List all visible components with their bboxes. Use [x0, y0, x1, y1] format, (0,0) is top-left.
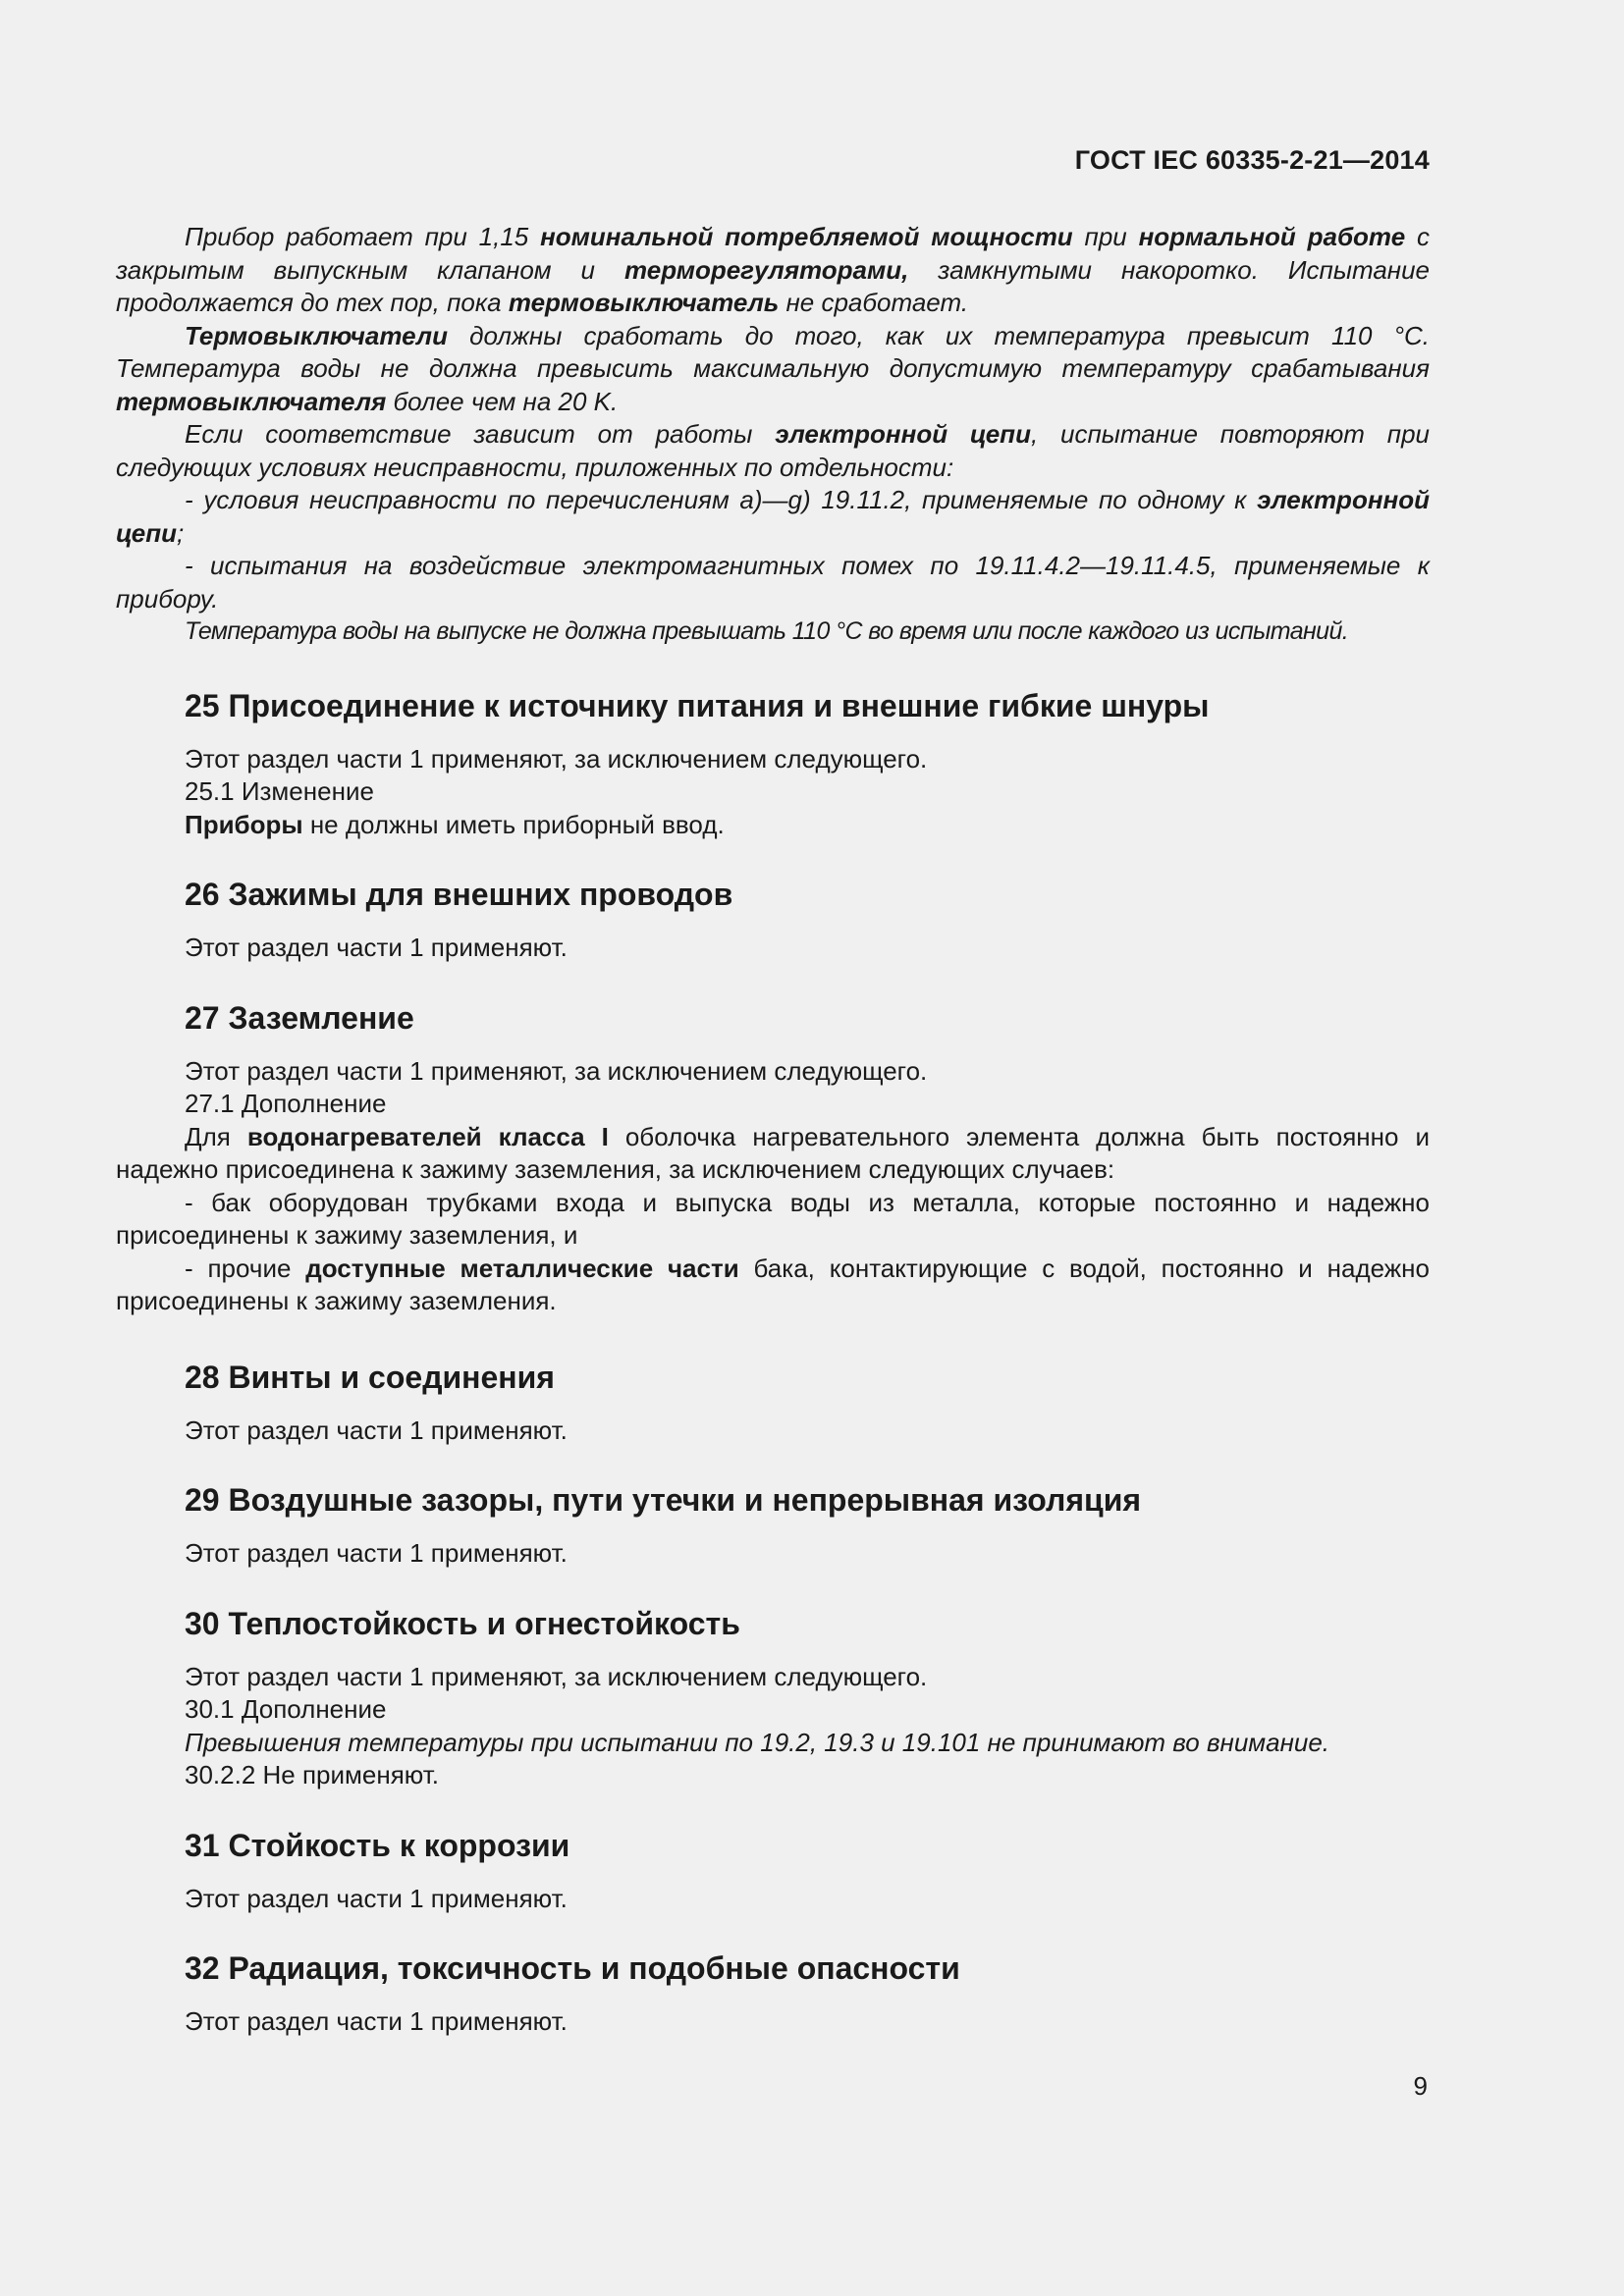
list-item: - бак оборудован трубками входа и выпуска воды из металла, которые постоянно и надежно присоединены к зажиму заземления, и	[116, 1187, 1430, 1250]
intro-section	[116, 221, 1430, 649]
bold-term: доступные металлические части	[305, 1253, 739, 1283]
clause-number: 30.1 Дополнение	[185, 1694, 387, 1724]
section-text: Этот раздел части 1 применяют, за исключением следующего.	[185, 1055, 928, 1086]
bold-term: электронной цепи	[775, 419, 1031, 449]
list-item: - прочие доступные металлические части бака, контактирующие с водой, постоянно и надежно присоединены к зажиму заземления.	[116, 1253, 1431, 1315]
bold-term: термовыключателя	[116, 386, 387, 416]
section-title: 31 Стойкость к коррозии	[185, 1827, 570, 1863]
section-text: Этот раздел части 1 применяют.	[185, 1415, 568, 1445]
bold-term: водонагревателей класса I	[246, 1121, 609, 1151]
document-code-header: ГОСТ IEC 60335-2-21—2014	[1074, 145, 1430, 175]
section-title: 32 Радиация, токсичность и подобные опасности	[185, 1950, 960, 1986]
document-body	[116, 221, 1430, 2039]
section-27	[116, 998, 1430, 1318]
bold-term: Приборы	[185, 809, 303, 839]
paragraph: Термовыключатели должны сработать до того, как их температура превысит 110 °С. Температура воды не должна превысить максимальную допустимую температуру срабатывания термовыключателя более чем на 20 K.	[116, 320, 1430, 416]
section-29	[116, 1480, 1430, 1571]
bold-term: Термовыключатели	[185, 320, 448, 350]
page-number: 9	[1413, 2071, 1428, 2101]
section-title: 25 Присоединение к источнику питания и внешние гибкие шнуры	[185, 687, 1210, 723]
section-title: 26 Зажимы для внешних проводов	[185, 877, 733, 912]
note-paragraph: Температура воды на выпуске не должна превышать 110 °С во время или после каждого из испытаний.	[185, 617, 1349, 645]
section-25	[116, 686, 1430, 842]
section-text: Этот раздел части 1 применяют.	[185, 1538, 568, 1568]
section-28	[116, 1358, 1430, 1448]
section-text: Этот раздел части 1 применяют, за исключением следующего.	[185, 1661, 928, 1691]
section-title: 27 Заземление	[185, 999, 414, 1036]
section-26	[116, 875, 1430, 965]
section-text: Приборы не должны иметь приборный ввод.	[185, 809, 725, 839]
section-text: Этот раздел части 1 применяют.	[185, 1883, 568, 1913]
section-32	[116, 1949, 1430, 2039]
paragraph: Если соответствие зависит от работы электронной цепи, испытание повторяют при следующих условиях неисправности, приложенных по отдельности:	[116, 419, 1430, 482]
clause-number: 27.1 Дополнение	[185, 1089, 387, 1118]
paragraph: Для водонагревателей класса I оболочка нагревательного элемента должна быть постоянно и надежно присоединена к зажиму заземления, за исключением следующих случаев:	[116, 1121, 1430, 1184]
section-text: Этот раздел части 1 применяют, за исключением следующего.	[185, 743, 928, 774]
bold-term: нормальной работе	[1138, 222, 1406, 251]
bold-term: номинальной потребляемой мощности	[540, 222, 1073, 251]
bold-term: электронной цепи	[116, 485, 1430, 548]
paragraph: Прибор работает при 1,15 номинальной потребляемой мощности при нормальной работе с закрытым выпускным клапаном и терморегуляторами, замкнутыми накоротко. Испытание продолжается до тех пор, пока термовыключатель не сработает.	[116, 222, 1431, 317]
section-title: 30 Теплостойкость и огнестойкость	[185, 1605, 740, 1641]
section-text: Этот раздел части 1 применяют.	[185, 2006, 568, 2036]
section-text: 30.2.2 Не применяют.	[185, 1760, 439, 1789]
section-title: 29 Воздушные зазоры, пути утечки и непрерывная изоляция	[185, 1482, 1142, 1518]
bold-term: термовыключатель	[508, 288, 780, 317]
section-31	[116, 1826, 1430, 1916]
section-text: Этот раздел части 1 применяют.	[185, 933, 568, 962]
list-item: - условия неисправности по перечислениям а)—g) 19.11.2, применяемые по одному к электронной цепи;	[116, 485, 1430, 548]
section-30	[116, 1604, 1430, 1792]
clause-number: 25.1 Изменение	[185, 776, 374, 806]
section-text: Превышения температуры при испытании по 19.2, 19.3 и 19.101 не принимают во внимание.	[185, 1727, 1330, 1757]
section-title: 28 Винты и соединения	[185, 1359, 555, 1395]
list-item: - испытания на воздействие электромагнитных помех по 19.11.4.2—19.11.4.5, применяемые к прибору.	[116, 551, 1430, 614]
bold-term: терморегуляторами,	[623, 254, 909, 285]
